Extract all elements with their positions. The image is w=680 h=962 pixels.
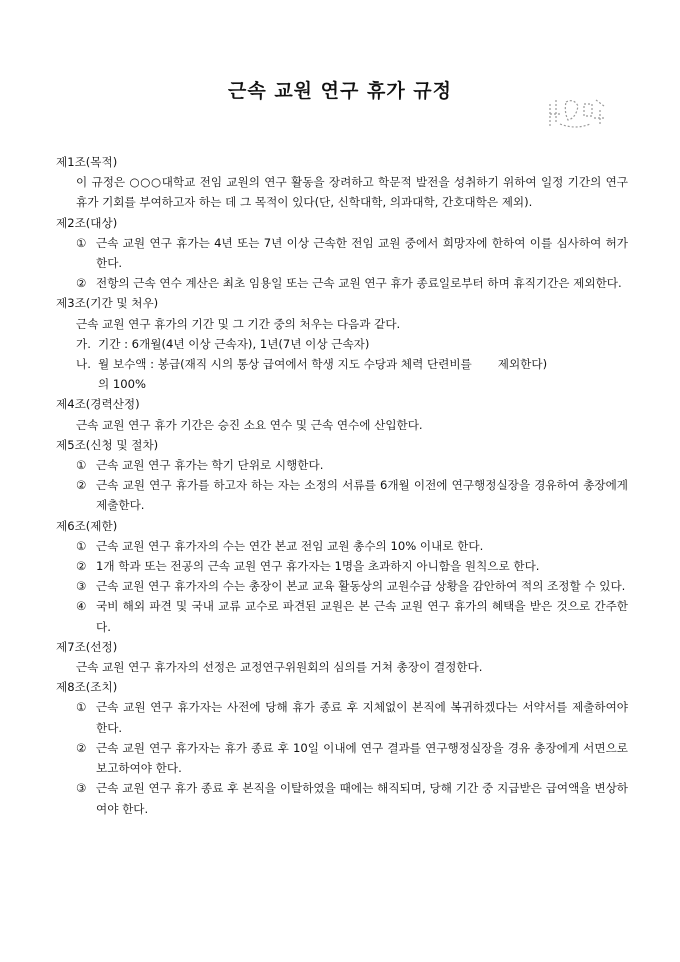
clause-text: 근속 교원 연구 휴가자의 수는 연간 본교 전임 교원 총수의 10% 이내로 한다.: [96, 538, 484, 553]
article-3: [56, 293, 628, 394]
clause-text: 국비 해외 파견 및 국내 교류 교수로 파견된 교원은 본 근속 교원 연구 휴가의 혜택을 받은 것으로 간주한다.: [96, 599, 628, 634]
article-heading: 제2조(대상): [56, 215, 118, 230]
clause-item: [56, 576, 628, 596]
clause-text: 근속 교원 연구 휴가자는 휴가 종료 후 10일 이내에 연구 결과를 연구행정실장을 경유 총장에게 서면으로 보고하여야 한다.: [96, 740, 628, 776]
clause-text: 근속 교원 연구 휴가는 학기 단위로 시행한다.: [96, 458, 324, 473]
sub-item: [56, 334, 628, 354]
article-1: [56, 152, 628, 213]
clause-number: ②: [76, 478, 87, 493]
clause-number: ③: [76, 781, 87, 796]
clause-number: ①: [76, 458, 87, 473]
clause-text: 근속 교원 연구 휴가자의 수는 총장이 본교 교육 활동상의 교원수급 상황을 감안하여 적의 조정할 수 있다.: [96, 579, 626, 594]
clause-text: 전항의 근속 연수 계산은 최초 임용일 또는 근속 교원 연구 휴가 종료일로부터 하며 휴직기간은 제외한다.: [96, 276, 622, 291]
clause-item: [56, 596, 628, 636]
clause-item: [56, 475, 628, 515]
article-paragraph: 근속 교원 연구 휴가자의 선정은 교정연구위원회의 심의를 거쳐 총장이 결정한다.: [76, 660, 483, 675]
clause-item: [56, 778, 628, 818]
clause-item: [56, 233, 628, 273]
article-8: [56, 677, 628, 818]
clause-number: ④: [76, 599, 87, 614]
clause-text: 근속 교원 연구 휴가 종료 후 본직을 이탈하였을 때에는 해직되며, 당해 기간 중 지급받은 급여액을 변상하여야 한다.: [96, 781, 628, 816]
clause-item: [56, 556, 628, 576]
sub-item-text: 월 보수액 : 봉급(재직 시의 통상 급여에서 학생 지도 수당과 체력 단련비를: [98, 357, 472, 372]
clause-item: [56, 455, 628, 475]
clause-text: 근속 교원 연구 휴가는 4년 또는 7년 이상 근속한 전임 교원 중에서 희망자에 한하여 이를 심사하여 허가한다.: [96, 235, 628, 271]
sub-item-text-end: 의 100%: [98, 377, 147, 392]
article-4: [56, 394, 628, 434]
article-5: [56, 435, 628, 516]
clause-number: ②: [76, 740, 87, 755]
document-title: 근속 교원 연구 휴가 규정: [228, 80, 452, 102]
sub-item: [56, 354, 628, 394]
clause-item: [56, 738, 628, 778]
article-heading: 제4조(경력산정): [56, 397, 140, 412]
article-heading: 제7조(선정): [56, 639, 118, 654]
article-heading: 제5조(신청 및 절차): [56, 437, 159, 452]
article-heading: 제3조(기간 및 처우): [56, 296, 159, 311]
clause-number: ②: [76, 559, 87, 574]
article-heading: 제6조(제한): [56, 518, 118, 533]
clause-item: [56, 697, 628, 737]
article-7: [56, 637, 628, 677]
sub-item-text-cont: 제외한다): [497, 357, 548, 372]
article-paragraph: 근속 교원 연구 휴가 기간은 승진 소요 연수 및 근속 연수에 산입한다.: [76, 417, 423, 432]
sub-item-mark: 나.: [76, 357, 91, 372]
clause-item: [56, 536, 628, 556]
sub-item-text: 기간 : 6개월(4년 이상 근속자), 1년(7년 이상 근속자): [98, 336, 370, 351]
sub-item-mark: 가.: [76, 336, 91, 351]
clause-number: ①: [76, 700, 87, 715]
article-6: [56, 516, 628, 637]
article-heading: 제1조(목적): [56, 155, 118, 169]
seal-stamp: [546, 96, 608, 130]
clause-text: 1개 학과 또는 전공의 근속 교원 연구 휴가자는 1명을 초과하지 아니함을 원칙으로 한다.: [96, 559, 540, 574]
article-paragraph: 이 규정은 ○○○대학교 전임 교원의 연구 활동을 장려하고 학문적 발전을 성취하기 위하여 일정 기간의 연구 휴가 기회를 부여하고자 하는 데 그 목적이 있다(단, 신학대학, 의과대학, 간호대학은 제외).: [76, 175, 628, 210]
article-heading: 제8조(조치): [56, 680, 118, 695]
clause-text: 근속 교원 연구 휴가를 하고자 하는 자는 소정의 서류를 6개월 이전에 연구행정실장을 경유하여 총장에게 제출한다.: [96, 478, 628, 513]
clause-text: 근속 교원 연구 휴가자는 사전에 당해 휴가 종료 후 지체없이 본직에 복귀하겠다는 서약서를 제출하여야 한다.: [96, 700, 628, 735]
clause-number: ②: [76, 276, 87, 291]
clause-number: ①: [76, 538, 87, 553]
clause-number: ①: [76, 235, 87, 250]
article-paragraph: 근속 교원 연구 휴가의 기간 및 그 기간 중의 처우는 다음과 같다.: [76, 316, 401, 331]
clause-item: [56, 273, 628, 293]
regulation-body: [56, 152, 628, 819]
clause-number: ③: [76, 579, 87, 594]
article-2: [56, 213, 628, 294]
